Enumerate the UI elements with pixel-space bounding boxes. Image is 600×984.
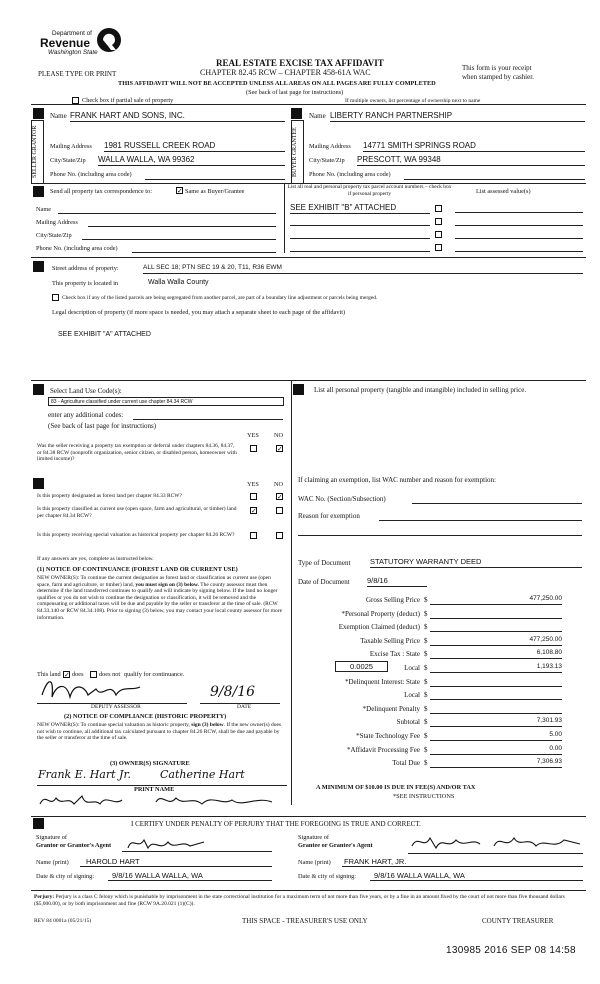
see-instructions-note: *SEE INSTRUCTIONS bbox=[393, 793, 455, 800]
personal-property-checkbox-4[interactable] bbox=[435, 244, 442, 251]
historic-question: Is this property receiving special valuation as historical property per chapter 84.26 RCW? bbox=[37, 532, 235, 538]
does-not-label: does not bbox=[99, 671, 121, 678]
compliance-title: (2) NOTICE OF COMPLIANCE (HISTORIC PROPERTY) bbox=[64, 713, 227, 720]
same-as-buyer-checkbox[interactable]: ✓ bbox=[177, 187, 183, 195]
yes-header-2: YES bbox=[247, 481, 259, 488]
corr-phone-label: Phone No. (including area code) bbox=[36, 245, 118, 252]
parcel-field-1[interactable]: SEE EXHIBIT "B" ATTACHED bbox=[290, 203, 430, 214]
seller-city-field[interactable]: WALLA WALLA, WA 99362 bbox=[98, 155, 285, 166]
no-header-1: NO bbox=[274, 432, 284, 439]
revenue-logo-icon bbox=[96, 27, 122, 53]
grantor-sig-line[interactable] bbox=[122, 850, 272, 852]
receipt-note-2: when stamped by cashier. bbox=[462, 73, 534, 81]
seller-name-field[interactable]: FRANK HART AND SONS, INC. bbox=[70, 111, 285, 122]
continuance-title: (1) NOTICE OF CONTINUANCE (FOREST LAND OR CURRENT USE) bbox=[37, 566, 238, 573]
mid-divider bbox=[291, 380, 292, 805]
assessed-values-header: List assessed value(s) bbox=[476, 188, 531, 195]
located-in-value: Walla Walla County bbox=[148, 279, 209, 286]
seller-phone-label: Phone No. (including area code) bbox=[50, 171, 132, 178]
land-use-select[interactable]: 83 - Agriculture classified under current use chapter 84.34 RCW bbox=[48, 397, 284, 406]
section-1-marker bbox=[33, 108, 44, 119]
dor-logo bbox=[40, 30, 100, 56]
grantor-name-label: Name (print) bbox=[36, 859, 69, 866]
tax-row-value[interactable] bbox=[430, 609, 562, 619]
tax-row-currency: $ bbox=[424, 718, 428, 726]
forest-no-checkbox[interactable]: ✓ bbox=[277, 493, 283, 501]
grantor-sig-label-2: Grantor or Grantor's Agent bbox=[36, 842, 112, 849]
tax-row-value[interactable]: 0.00 bbox=[430, 745, 562, 755]
multiple-owners-note: If multiple owners, list percentage of ownership next to name bbox=[345, 98, 481, 104]
section-rule bbox=[31, 104, 586, 105]
located-in-label: This property is located in bbox=[52, 280, 119, 287]
tax-row-value[interactable]: 477,250.00 bbox=[430, 636, 562, 646]
tax-row-value[interactable] bbox=[430, 690, 562, 700]
section-4-marker bbox=[33, 261, 44, 272]
tax-row-label: *Affidavit Processing Fee bbox=[347, 746, 420, 754]
grantor-date-label: Date & city of signing: bbox=[36, 873, 95, 880]
corr-address-field[interactable] bbox=[88, 217, 276, 227]
grantee-date-field[interactable]: 9/8/16 WALLA WALLA, WA bbox=[370, 871, 583, 881]
owner-signature-label: (3) OWNER(S) SIGNATURE bbox=[110, 760, 190, 767]
exemption-claim-label: If claiming an exemption, list WAC number and reason for exemption: bbox=[298, 476, 496, 484]
partial-sale-label: Check box if partial sale of property bbox=[82, 97, 174, 104]
buyer-address-label: Mailing Address bbox=[309, 143, 351, 150]
street-address-label: Street address of property: bbox=[52, 265, 119, 272]
this-land-label: This land bbox=[37, 671, 61, 678]
tax-row-label: Total Due bbox=[392, 759, 420, 767]
tax-correspondence-label: Send all property tax correspondence to: bbox=[50, 188, 152, 195]
partial-sale-checkbox[interactable] bbox=[72, 97, 79, 104]
exemption-question: Was the seller receiving a property tax exemption or deferral under chapters 84.36, 84.37, or 84.38 RCW (nonprofit organization, senior citizen, or disabled person, homeowner with limited income)? bbox=[37, 443, 237, 463]
additional-codes-field[interactable] bbox=[133, 409, 283, 420]
tax-row-value[interactable] bbox=[430, 677, 562, 687]
buyer-phone-label: Phone No. (including area code) bbox=[309, 171, 391, 178]
seller-phone-field[interactable] bbox=[145, 169, 285, 180]
assessed-field-3[interactable] bbox=[455, 229, 583, 239]
tax-row-label: *Personal Property (deduct) bbox=[341, 610, 420, 618]
form-number: REV 84 0001a (05/21/15) bbox=[34, 918, 92, 924]
minimum-due-note: A MINIMUM OF $10.00 IS DUE IN FEE(S) AND/OR TAX bbox=[316, 784, 476, 791]
tax-row-value[interactable]: 6,108.80 bbox=[430, 649, 562, 659]
legal-description-value: SEE EXHIBIT "A" ATTACHED bbox=[58, 331, 151, 338]
tax-row-label: Local bbox=[404, 664, 420, 672]
chapter-line: CHAPTER 82.45 RCW – CHAPTER 458-61A WAC bbox=[200, 68, 371, 77]
rule-4 bbox=[31, 380, 586, 381]
parcel-field-2[interactable] bbox=[290, 216, 430, 226]
personal-property-checkbox-1[interactable] bbox=[435, 205, 442, 212]
doc-type-label: Type of Document bbox=[298, 559, 351, 567]
corr-city-label: City/State/Zip bbox=[36, 232, 72, 239]
corr-name-label: Name bbox=[36, 206, 52, 213]
land-use-instructions: (See back of last page for instructions) bbox=[48, 422, 157, 430]
buyer-city-label: City/State/Zip bbox=[309, 157, 345, 164]
personal-property-label: List all personal property (tangible and intangible) included in selling price. bbox=[314, 386, 527, 394]
buyer-side-label bbox=[291, 120, 304, 184]
tax-row-value[interactable]: 7,301.93 bbox=[430, 717, 562, 727]
logo-state: Washington State bbox=[48, 48, 98, 56]
parcels-header: List all real and personal property tax parcel account numbers – check box if personal property bbox=[287, 184, 452, 197]
form-title: REAL ESTATE EXCISE TAX AFFIDAVIT bbox=[216, 58, 384, 68]
exemption-yes-checkbox[interactable] bbox=[250, 445, 257, 452]
section-7-marker bbox=[33, 478, 44, 489]
tax-row-currency: $ bbox=[424, 732, 428, 740]
yes-header-1: YES bbox=[247, 432, 259, 439]
exemption-reason-field[interactable] bbox=[379, 510, 582, 521]
tax-row-currency: $ bbox=[424, 678, 428, 686]
grantee-sig-line[interactable] bbox=[408, 852, 583, 854]
current-use-question: Is this property classified as current use (open space, farm and agricultural, or timber) land per chapter 84.34 RCW? bbox=[37, 506, 237, 519]
local-rate-field[interactable]: 0.0025 bbox=[335, 661, 388, 672]
grantee-name-label: Name (print) bbox=[298, 859, 331, 866]
land-use-label: Select Land Use Code(s): bbox=[50, 387, 122, 395]
assessed-field-2[interactable] bbox=[455, 216, 583, 226]
qualify-label: qualify for continuance. bbox=[124, 671, 185, 678]
seller-address-field[interactable]: 1981 RUSSELL CREEK ROAD bbox=[104, 141, 285, 152]
no-header-2: NO bbox=[274, 481, 284, 488]
tax-row-label: *Delinquent Interest: State bbox=[344, 678, 420, 686]
grantee-sig-label-2: Grantee or Grantee's Agent bbox=[298, 842, 373, 849]
same-as-buyer-label: Same as Buyer/Grantee bbox=[185, 188, 245, 195]
type-or-print: PLEASE TYPE OR PRINT bbox=[38, 70, 117, 78]
deputy-assessor-label: DEPUTY ASSESSOR bbox=[91, 704, 141, 710]
tax-row-label: Local bbox=[404, 691, 420, 699]
continuance-text-c: The county assessor must then determine if the land transferred continues to qualify and will indicate by signing below. If the land no longer qualifies or you do not wish to continue the designation or classification, it will be removed and the compensating or additional taxes will be due and payable by the seller or transferor at the time of sale. (RCW 84.33.140 or RCW 84.34.108). Prior to signing (3) below, you may contact your local county assessor for more information. bbox=[37, 581, 283, 621]
segregated-checkbox[interactable] bbox=[52, 294, 59, 301]
historic-no-checkbox[interactable] bbox=[276, 532, 283, 539]
doc-date-label: Date of Document bbox=[298, 578, 350, 586]
rule-5 bbox=[31, 816, 586, 817]
personal-property-checkbox-2[interactable] bbox=[435, 218, 442, 225]
owner-print-signatures bbox=[36, 790, 286, 812]
buyer-address-field[interactable]: 14771 SMITH SPRINGS ROAD bbox=[363, 141, 585, 152]
tax-row-value[interactable] bbox=[430, 622, 562, 632]
tax-row-currency: $ bbox=[424, 691, 428, 699]
street-address-field[interactable]: ALL SEC 18; PTN SEC 19 & 20, T11, R36 EWM bbox=[143, 264, 583, 274]
legal-description-label: Legal description of property (if more space is needed, you may attach a separate sheet to each page of the affidavit) bbox=[52, 309, 346, 316]
parcel-field-4[interactable] bbox=[290, 242, 430, 252]
assessed-field-4[interactable] bbox=[455, 242, 583, 252]
tax-row-value[interactable] bbox=[430, 704, 562, 714]
parcel-field-3[interactable] bbox=[290, 229, 430, 239]
buyer-city-field[interactable]: PRESCOTT, WA 99348 bbox=[357, 155, 585, 166]
land-does-checkbox[interactable]: ✓ bbox=[64, 671, 70, 679]
grantor-sig-label-1: Signature of bbox=[36, 834, 67, 841]
tax-row-currency: $ bbox=[424, 610, 428, 618]
historic-yes-checkbox[interactable] bbox=[250, 532, 257, 539]
assessor-signature bbox=[36, 675, 146, 703]
corr-phone-field[interactable] bbox=[132, 243, 276, 253]
tax-row-currency: $ bbox=[424, 664, 428, 672]
assessor-date-label: DATE bbox=[237, 704, 252, 710]
tax-row-label: *State Technology Fee bbox=[356, 732, 420, 740]
compliance-text-a: NEW OWNER(S): To continue special valuation as historic property, bbox=[37, 722, 190, 728]
continuance-text-b: you must sign on (3) below. bbox=[135, 581, 199, 588]
logo-dept: Department of bbox=[52, 30, 92, 37]
perjury-statement bbox=[34, 894, 586, 907]
tax-row-value[interactable]: 477,250.00 bbox=[430, 595, 562, 605]
current-use-yes-checkbox[interactable]: ✓ bbox=[251, 507, 257, 515]
tax-row-currency: $ bbox=[424, 596, 428, 604]
compliance-text-c: . If the new owner(s) does not wish to continue, all additional tax calculated pursuant to chapter 84.26 RCW, shall be due and payable by the seller or transferor at the time of sale. bbox=[37, 722, 282, 742]
print-name-label: PRINT NAME bbox=[134, 786, 175, 793]
continuance-text-a: NEW OWNER(S): To continue the current designation as forest land or classification as current use (open space, farm and agriculture, or timber) land, bbox=[37, 575, 271, 588]
seller-name-label: Name bbox=[50, 112, 67, 120]
certify-statement: I CERTIFY UNDER PENALTY OF PERJURY THAT THE FOREGOING IS TRUE AND CORRECT. bbox=[131, 820, 421, 828]
current-use-no-checkbox[interactable] bbox=[276, 507, 283, 514]
assessor-date-value: 9/8/16 bbox=[210, 684, 256, 700]
receipt-note-1: This form is your receipt bbox=[462, 64, 532, 72]
owner-signature-2: Catherine Hart bbox=[160, 768, 245, 781]
exemption-no-checkbox[interactable]: ✓ bbox=[277, 445, 283, 453]
exemption-reason-label: Reason for exemption bbox=[298, 512, 360, 520]
tax-row-value[interactable]: 1,193.13 bbox=[430, 663, 562, 673]
owner-signature-1: Frank E. Hart Jr. bbox=[38, 768, 132, 781]
segregated-label: Check box if any of the listed parcels are being segregated from another parcel, are part of a boundary line adjustment or parcels being merged. bbox=[62, 295, 378, 301]
parcel-divider bbox=[284, 183, 285, 253]
buyer-name-label: Name bbox=[309, 112, 326, 120]
section-8-marker bbox=[33, 818, 44, 829]
tax-row-value[interactable]: 5.00 bbox=[430, 731, 562, 741]
section-6-marker bbox=[293, 384, 304, 395]
not-accepted-notice: THIS AFFIDAVIT WILL NOT BE ACCEPTED UNLESS ALL AREAS ON ALL PAGES ARE FULLY COMPLETED bbox=[118, 80, 436, 87]
exemption-reason-field-2[interactable] bbox=[298, 525, 582, 536]
tax-row-label: Exemption Claimed (deduct) bbox=[338, 623, 420, 631]
tax-row-label: Subtotal bbox=[396, 718, 420, 726]
personal-property-checkbox-3[interactable] bbox=[435, 231, 442, 238]
tax-row-currency: $ bbox=[424, 705, 428, 713]
if-yes-instructions: If any answers are yes, complete as instructed below. bbox=[37, 556, 154, 562]
grantor-date-field[interactable]: 9/8/16 WALLA WALLA, WA bbox=[108, 871, 272, 881]
seller-grantor-text: SELLER GRANTOR bbox=[32, 125, 38, 179]
perjury-bold: Perjury: bbox=[34, 894, 55, 900]
rule-6 bbox=[31, 890, 586, 891]
treasurer-space-label: THIS SPACE - TREASURER'S USE ONLY bbox=[242, 917, 368, 925]
assessed-field-1[interactable] bbox=[455, 203, 583, 213]
buyer-name-field[interactable]: LIBERTY RANCH PARTNERSHIP bbox=[330, 111, 585, 122]
treasurer-stamp: 130985 2016 SEP 08 14:58 bbox=[446, 945, 576, 956]
seller-side-label bbox=[31, 120, 44, 184]
wac-field[interactable] bbox=[412, 493, 582, 504]
tax-row-currency: $ bbox=[424, 650, 428, 658]
grantor-name-field[interactable]: HAROLD HART bbox=[80, 857, 272, 867]
tax-row-currency: $ bbox=[424, 623, 428, 631]
tax-row-currency: $ bbox=[424, 746, 428, 754]
tax-row-value[interactable]: 7,306.93 bbox=[430, 758, 562, 768]
grantee-sig-label-1: Signature of bbox=[298, 834, 329, 841]
corr-address-label: Mailing Address bbox=[36, 219, 78, 226]
wac-label: WAC No. (Section/Subsection) bbox=[298, 495, 386, 503]
does-label: does bbox=[72, 671, 84, 678]
corr-name-field[interactable] bbox=[58, 204, 276, 214]
tax-row-currency: $ bbox=[424, 759, 428, 767]
seller-city-label: City/State/Zip bbox=[50, 157, 86, 164]
tax-row-label: *Delinquent Penalty bbox=[362, 705, 420, 713]
grantee-name-field[interactable]: FRANK HART, JR. bbox=[342, 857, 583, 867]
rule-3 bbox=[31, 257, 586, 258]
see-back: (See back of last page for instructions) bbox=[246, 89, 344, 96]
continuance-text bbox=[37, 575, 284, 621]
county-treasurer-label: COUNTY TREASURER bbox=[482, 917, 554, 925]
logo-revenue: Revenue bbox=[40, 35, 91, 50]
section-5-marker bbox=[33, 384, 44, 395]
forest-yes-checkbox[interactable] bbox=[250, 493, 257, 500]
section-3-marker bbox=[33, 186, 44, 197]
buyer-grantee-text: BUYER GRANTEE bbox=[292, 127, 298, 177]
grantee-date-label: Date & city of signing: bbox=[298, 873, 357, 880]
seller-address-label: Mailing Address bbox=[50, 143, 92, 150]
tax-row-label: Gross Selling Price bbox=[365, 596, 420, 604]
corr-city-field[interactable] bbox=[82, 230, 276, 240]
compliance-text bbox=[37, 722, 284, 742]
perjury-text: Perjury is a class C felony which is punishable by imprisonment in the state correctional institution for a maximum term of not more than five years, or by a fine in an amount fixed by the court of not more than five thousand dollars ($5,000.00), or by both imprisonment and fine (RCW 9A.20.021 (1)(C)). bbox=[34, 894, 565, 907]
tax-row-currency: $ bbox=[424, 637, 428, 645]
buyer-phone-field[interactable] bbox=[404, 169, 585, 180]
compliance-text-b: sign (3) below bbox=[191, 722, 224, 728]
tax-row-label: Excise Tax : State bbox=[369, 650, 420, 658]
doc-date-field[interactable]: 9/8/16 bbox=[367, 576, 427, 587]
forest-land-question: Is this property designated as forest land per chapter 84.33 RCW? bbox=[37, 493, 182, 499]
tax-row-label: Taxable Selling Price bbox=[360, 637, 420, 645]
section-2-marker bbox=[291, 108, 302, 119]
doc-type-field[interactable]: STATUTORY WARRANTY DEED bbox=[370, 557, 582, 568]
additional-codes-label: enter any additional codes: bbox=[48, 411, 124, 419]
